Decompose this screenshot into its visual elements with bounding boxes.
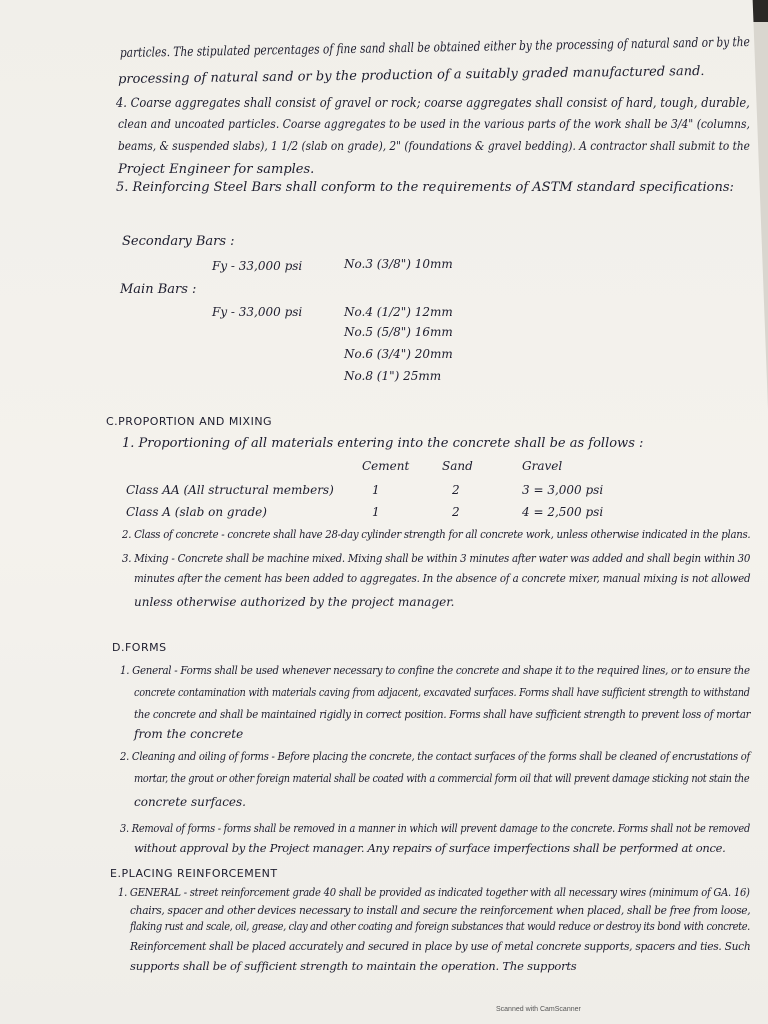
main-bars-fy: Fy - 33,000 psi — [212, 305, 303, 319]
mix-header-sand: Sand — [442, 459, 473, 473]
class-a-sand: 2 — [452, 505, 460, 519]
class-a-cement: 1 — [372, 505, 380, 519]
intro-line-6: Project Engineer for samples. — [118, 162, 315, 177]
section-d-item-1-line-2: concrete contamination with materials caving from adjacent, excavated surfaces. Forms shall have sufficient strength to withstand — [134, 685, 750, 699]
section-e-item-1-line-2: chairs, spacer and other devices necessary to install and secure the reinforcement when placed, shall be free from loose, — [130, 903, 751, 917]
main-bar-size-2: No.5 (5/8") 16mm — [344, 325, 453, 339]
section-e-item-1-line-1: 1. GENERAL - street reinforcement grade 40 shall be provided as indicated together with all necessary wires (minimum of GA. 16) — [118, 885, 750, 899]
intro-line-4: clean and uncoated particles. Coarse aggregates to be used in the various parts of the work shall be 3/4" (columns, — [118, 116, 750, 131]
section-c-item-3-line-3: unless otherwise authorized by the project manager. — [134, 595, 455, 609]
class-aa-cement: 1 — [372, 483, 380, 497]
main-bar-size-1: No.4 (1/2") 12mm — [344, 305, 453, 319]
section-d-item-2-line-2: mortar, the grout or other foreign material shall be coated with a commercial form oil that will prevent damage sticking not stain the — [134, 771, 750, 785]
intro-line-5: beams, & suspended slabs), 1 1/2 (slab on grade), 2" (foundations & gravel bedding). A contractor shall submit to the — [118, 139, 750, 153]
section-d-item-3-line-2: without approval by the Project manager. Any repairs of surface imperfections shall be performed at once. — [134, 841, 726, 855]
section-d-item-2-line-3: concrete surfaces. — [134, 795, 246, 809]
section-d-heading: D.FORMS — [112, 641, 167, 654]
class-aa-label: Class AA (All structural members) — [126, 483, 334, 497]
class-a-label: Class A (slab on grade) — [126, 505, 267, 519]
intro-line-2: processing of natural sand or by the production of a suitably graded manufactured sand. — [117, 63, 705, 88]
section-d-item-2-line-1: 2. Cleaning and oiling of forms - Before placing the concrete, the contact surfaces of the forms shall be cleaned of encrustations of — [120, 749, 750, 763]
intro-line-1: particles. The stipulated percentages of fine sand shall be obtained either by the processing of natural sand or by the — [119, 35, 750, 61]
mix-header-cement: Cement — [362, 459, 410, 473]
secondary-bar-size-1: No.3 (3/8") 10mm — [344, 257, 453, 271]
section-e-item-1-line-3: flaking rust and scale, oil, grease, clay and other coating and foreign substances that would reduce or destroy its bond with concrete. — [130, 919, 750, 933]
secondary-bars-fy: Fy - 33,000 psi — [212, 259, 303, 273]
class-a-gravel: 4 = 2,500 psi — [522, 505, 604, 519]
secondary-bars-label: Secondary Bars : — [122, 234, 235, 249]
section-c-heading: C.PROPORTION AND MIXING — [106, 415, 273, 428]
section-c-item-3-line-1: 3. Mixing - Concrete shall be machine mixed. Mixing shall be within 3 minutes after water was added and shall begin within 30 — [122, 551, 751, 565]
scanner-watermark: Scanned with CamScanner — [496, 1006, 581, 1013]
main-bars-label: Main Bars : — [120, 282, 197, 297]
section-d-item-3-line-1: 3. Removal of forms - forms shall be removed in a manner in which will prevent damage to the concrete. Forms shall not be removed — [120, 821, 750, 835]
section-c-item-1: 1. Proportioning of all materials entering into the concrete shall be as follows : — [122, 436, 644, 451]
section-d-item-1-line-3: the concrete and shall be maintained rigidly in correct position. Forms shall have sufficient strength to prevent loss of mortar — [134, 707, 751, 721]
section-e-item-1-line-4: Reinforcement shall be placed accurately and secured in place by use of metal concrete supports, spacers and ties. Such — [130, 939, 751, 953]
class-aa-gravel: 3 = 3,000 psi — [522, 483, 604, 497]
main-bar-size-4: No.8 (1") 25mm — [344, 369, 442, 383]
section-e-heading: E.PLACING REINFORCEMENT — [110, 867, 278, 880]
section-c-item-2: 2. Class of concrete - concrete shall have 28-day cylinder strength for all concrete work, unless otherwise indicated in the plans. — [122, 527, 751, 541]
intro-line-7: 5. Reinforcing Steel Bars shall conform to the requirements of ASTM standard specifications: — [116, 180, 734, 195]
section-e-item-1-line-5: supports shall be of sufficient strength to maintain the operation. The supports — [130, 959, 577, 973]
class-aa-sand: 2 — [452, 483, 460, 497]
main-bar-size-3: No.6 (3/4") 20mm — [344, 347, 453, 361]
intro-line-3: 4. Coarse aggregates shall consist of gravel or rock; coarse aggregates shall consist of hard, tough, durable, — [116, 96, 750, 111]
section-c-item-3-line-2: minutes after the cement has been added to aggregates. In the absence of a concrete mixer, manual mixing is not allowed — [134, 571, 751, 585]
mix-header-gravel: Gravel — [522, 459, 563, 473]
section-d-item-1-line-1: 1. General - Forms shall be used whenever necessary to confine the concrete and shape it to the required lines, or to ensure the — [120, 663, 750, 677]
section-d-item-1-line-4: from the concrete — [134, 727, 244, 741]
